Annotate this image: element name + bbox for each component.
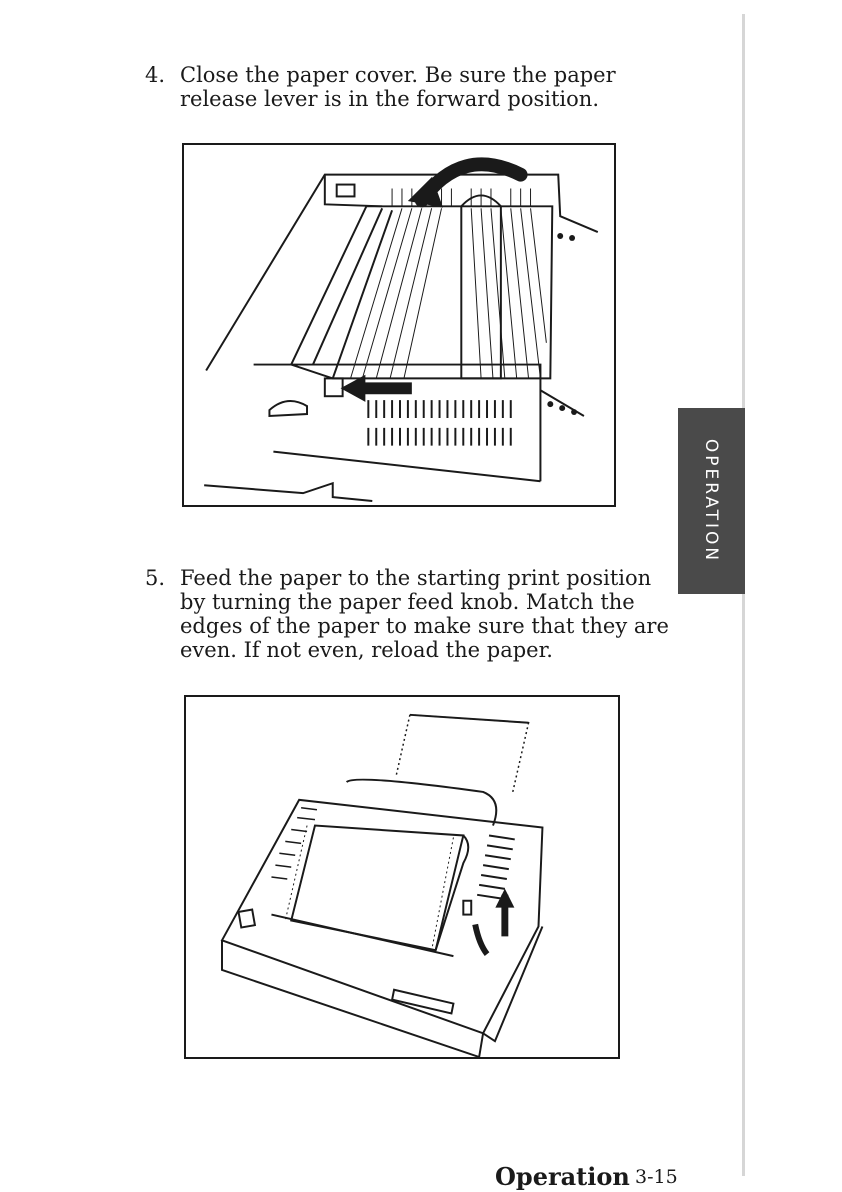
footer-section-title: Operation: [495, 1162, 630, 1191]
step-text: Close the paper cover. Be sure the paper release lever is in the forward position.: [180, 63, 616, 111]
section-tab-label: OPERATION: [701, 438, 721, 564]
figure-close-paper-cover: [182, 143, 616, 507]
footer-page-number: 3-15: [635, 1166, 678, 1188]
step-number: 4.: [145, 63, 166, 87]
page-footer: [495, 1162, 695, 1192]
step-text: Feed the paper to the starting print position by turning the paper feed knob. Match the edges of the paper to make sure that they are even. If not even, reload the paper.: [180, 566, 669, 662]
step-number: 5.: [145, 566, 166, 590]
figure-feed-paper: [184, 695, 620, 1059]
margin-rule: [742, 14, 745, 1176]
